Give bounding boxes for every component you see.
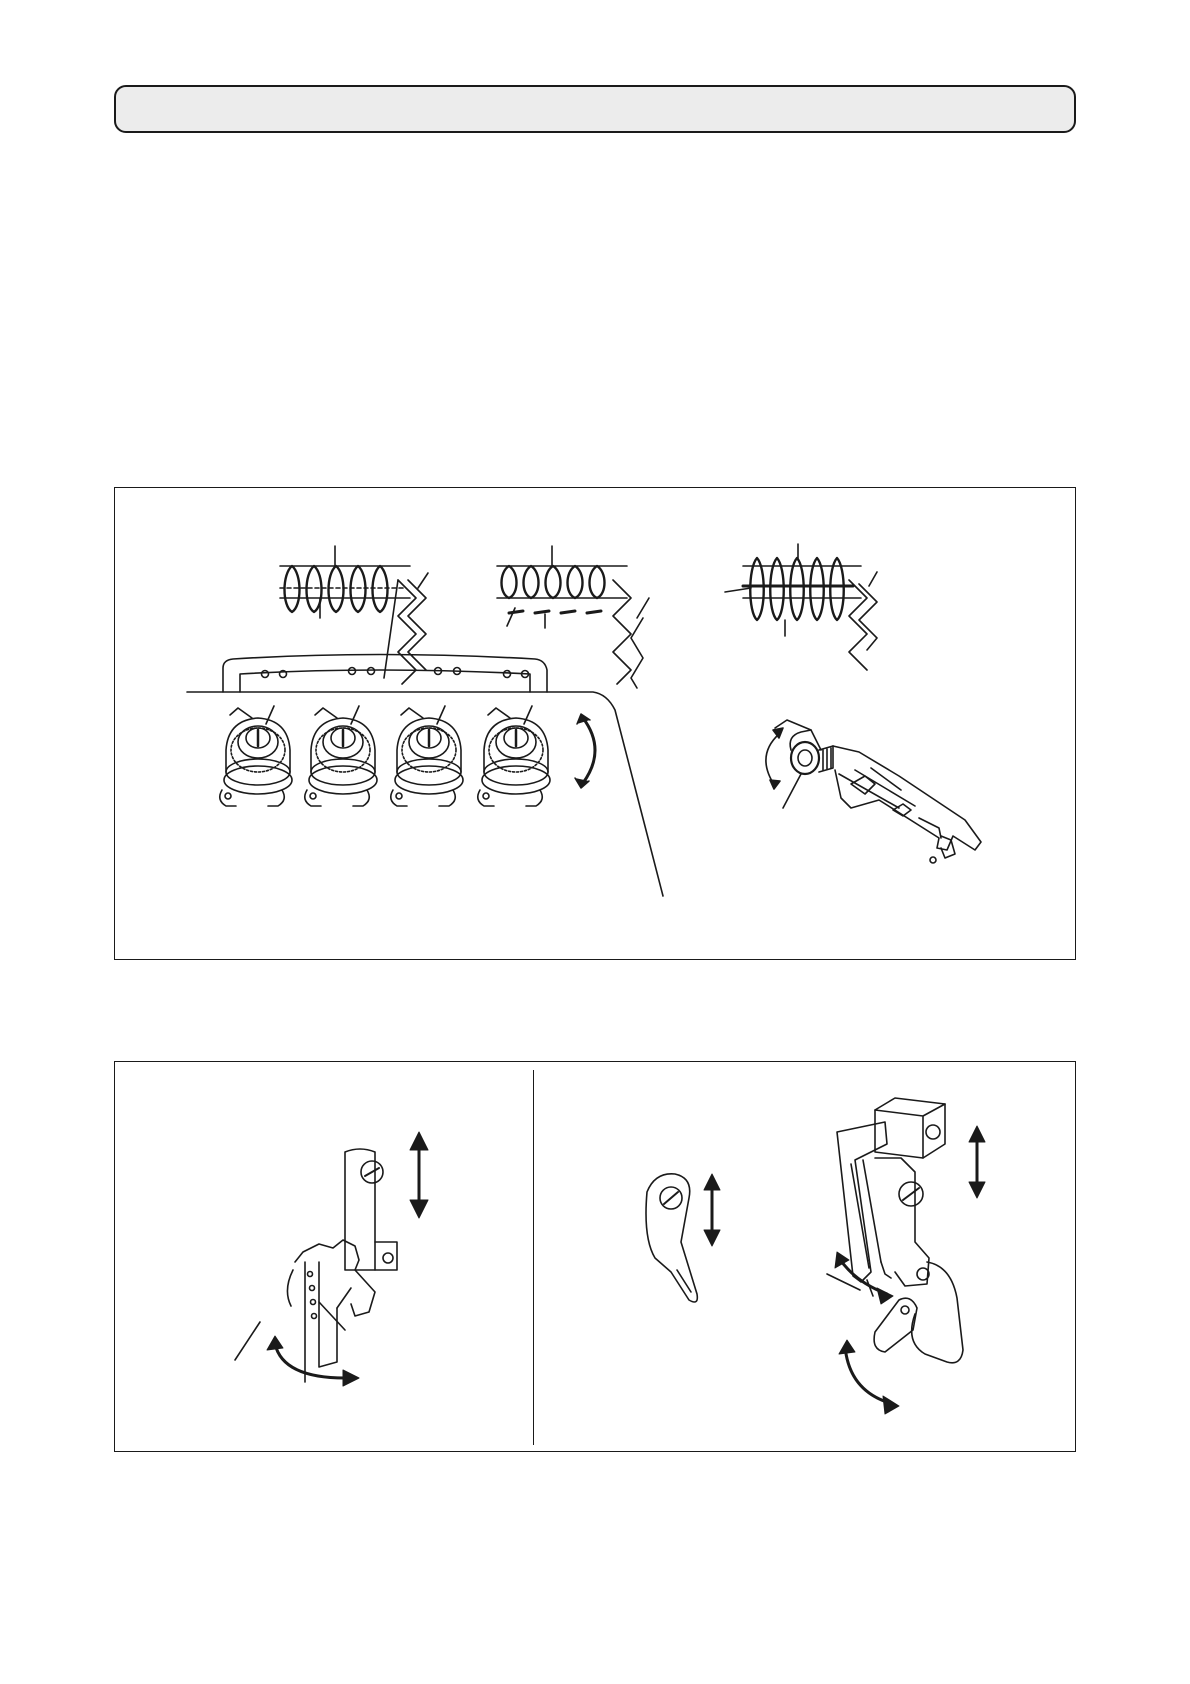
figure-needle-guard-and-loopers [114, 1061, 1076, 1452]
tension-dial-icon [220, 706, 292, 806]
up-down-arrow-icon [704, 1174, 720, 1246]
stitch-diagram-icon [497, 546, 649, 688]
machine-top-cover-icon [187, 655, 663, 897]
rotation-arrow-icon [575, 714, 595, 788]
stitch-diagram-icon [725, 544, 877, 670]
looper-icon [646, 1174, 697, 1302]
figure-stitch-and-tension-drawing [115, 488, 1077, 961]
section-header-bar [114, 85, 1076, 133]
figure-needle-guard-and-loopers-drawing [115, 1062, 1077, 1453]
rotation-arrow-icon [839, 1340, 899, 1414]
rotation-arrow-icon [267, 1336, 359, 1386]
tension-dial-icon [478, 706, 550, 806]
presser-block-icon [827, 1098, 963, 1363]
tension-dial-icon [305, 706, 377, 806]
tension-dial-icon [391, 706, 463, 806]
figure-stitch-and-tension [114, 487, 1076, 960]
up-down-arrow-icon [410, 1132, 428, 1218]
stitch-diagram-icon [280, 546, 428, 684]
needle-guard-bracket-icon [235, 1149, 397, 1382]
knurled-screw-icon [766, 720, 981, 863]
up-down-arrow-icon [969, 1126, 985, 1198]
